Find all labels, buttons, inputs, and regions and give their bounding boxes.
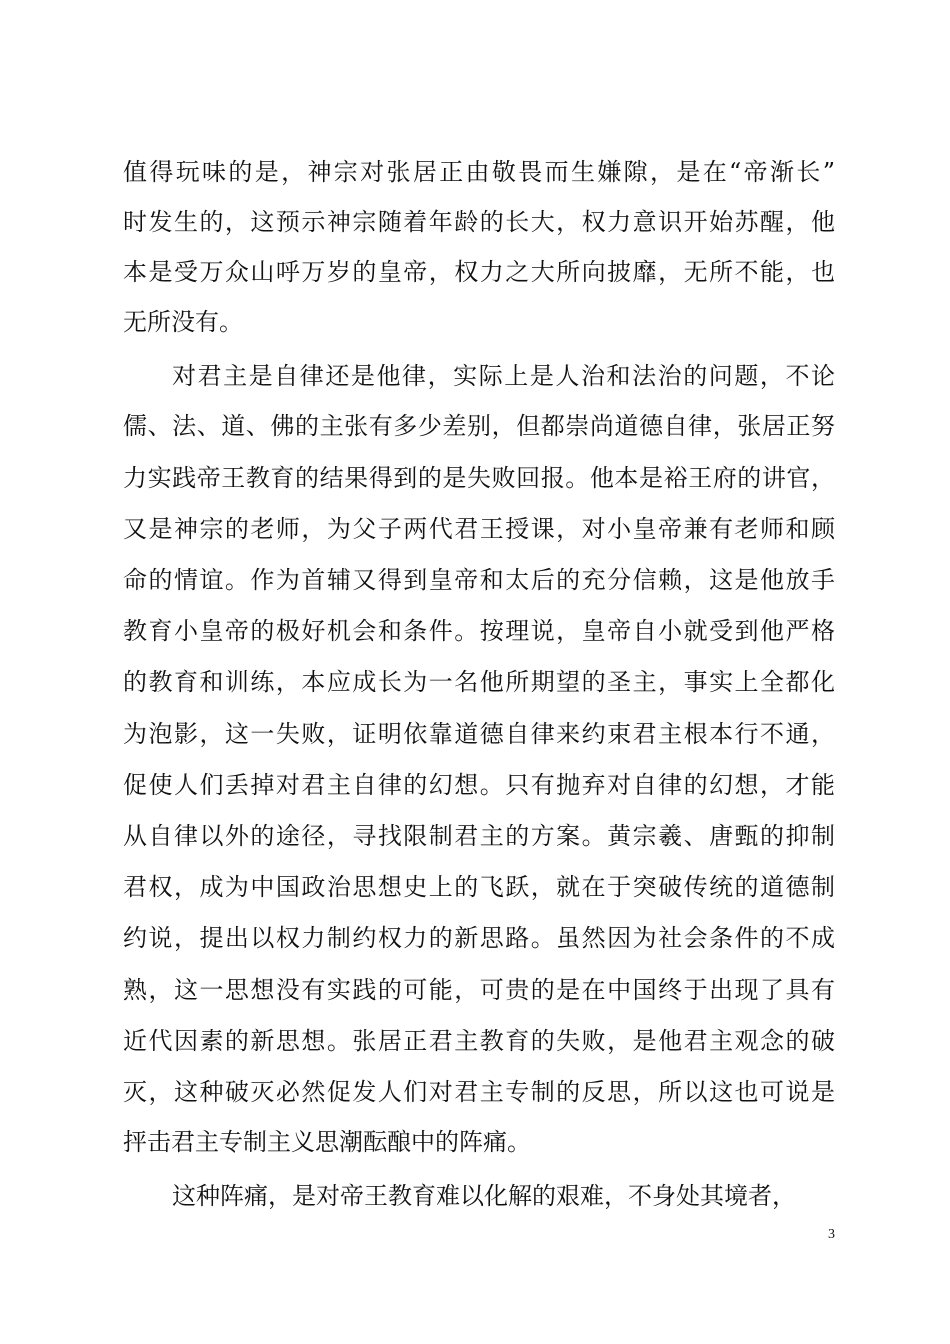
text-line: 灭，这种破灭必然促发人们对君主专制的反思，所以这也可说是 — [123, 1078, 835, 1106]
text-line: 从自律以外的途径，寻找限制君主的方案。黄宗羲、唐甄的抑制 — [123, 822, 835, 850]
text-line: 教育小皇帝的极好机会和条件。按理说，皇帝自小就受到他严格 — [123, 617, 835, 645]
text-line: 本是受万众山呼万岁的皇帝，权力之大所向披靡，无所不能，也 — [123, 258, 835, 286]
text-line: 君权，成为中国政治思想史上的飞跃，就在于突破传统的道德制 — [123, 873, 835, 901]
text-line: 值得玩味的是，神宗对张居正由敬畏而生嫌隙，是在“帝渐长” — [123, 158, 835, 186]
text-line: 为泡影，这一失败，证明依靠道德自律来约束君主根本行不通， — [123, 720, 835, 748]
text-line: 约说，提出以权力制约权力的新思路。虽然因为社会条件的不成 — [123, 924, 835, 952]
text-line: 力实践帝王教育的结果得到的是失败回报。他本是裕王府的讲官， — [123, 464, 835, 492]
text-line: 的教育和训练，本应成长为一名他所期望的圣主，事实上全都化 — [123, 668, 835, 696]
paragraph-first-line: 这种阵痛，是对帝王教育难以化解的艰难，不身处其境者， — [172, 1182, 796, 1210]
text-line: 儒、法、道、佛的主张有多少差别，但都崇尚道德自律，张居正努 — [123, 412, 835, 440]
text-line: 促使人们丢掉对君主自律的幻想。只有抛弃对自律的幻想，才能 — [123, 771, 835, 799]
text-line: 熟，这一思想没有实践的可能，可贵的是在中国终于出现了具有 — [123, 976, 835, 1004]
text-line: 又是神宗的老师，为父子两代君王授课，对小皇帝兼有老师和顾 — [123, 515, 835, 543]
paragraph-first-line: 对君主是自律还是他律，实际上是人治和法治的问题，不论 — [172, 362, 835, 390]
text-line: 近代因素的新思想。张居正君主教育的失败，是他君主观念的破 — [123, 1027, 835, 1055]
text-line: 无所没有。 — [123, 308, 243, 336]
text-line: 抨击君主专制主义思潮酝酿中的阵痛。 — [123, 1128, 531, 1156]
page-number: 3 — [828, 1227, 835, 1242]
text-line: 命的情谊。作为首辅又得到皇帝和太后的充分信赖，这是他放手 — [123, 566, 835, 594]
text-line: 时发生的，这预示神宗随着年龄的长大，权力意识开始苏醒，他 — [123, 208, 835, 236]
